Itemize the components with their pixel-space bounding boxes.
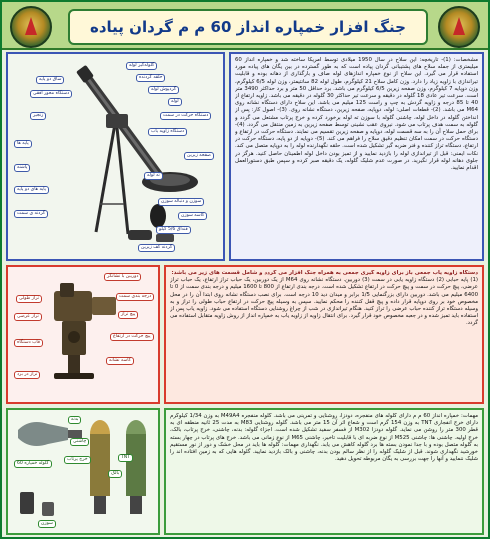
label-muzzle: گلوله‌گیر لوله — [126, 62, 157, 70]
label-breech: ته لوله — [144, 172, 163, 180]
header — [2, 2, 488, 50]
label-fin: بالک — [108, 470, 122, 478]
label-pin-cup: کاسه سوزن — [178, 212, 207, 220]
label-propellant: خرج پرتاب — [64, 456, 91, 464]
label-scope: دوربین با نشانگر — [104, 273, 141, 281]
label-ring: حلقه گردنده — [136, 74, 165, 82]
label-tnt: TNT — [118, 454, 133, 462]
label-collar: گردپوش لوله — [148, 86, 179, 94]
sight-intro: دستگاه زاویه یاب جمعی باز برای زاویه گیری جمعی به همراه جنگ افزار می گردد و شامل قسمت های زیر می باشد: — [171, 270, 478, 276]
label-weight: قنداق 5/6 کیلو — [156, 226, 191, 234]
label-heel: پاشنه — [14, 164, 30, 172]
ammo-text-panel — [164, 408, 484, 535]
label-cross-level: تراز عرضی — [14, 313, 42, 321]
poster — [2, 2, 488, 537]
sight-body: (1) پایه حبابی (2) دستگاه زاویه یابی در سمت (3) دوربین. دستگاه نشانه روی M64 از یک دوربین، یک حباب تراز ارتفاع، یک حباب تراز عرضی، پیچ حرکت در سمت و پیچ حرکت در ارتفاع تشکیل شده است. درجه بندی ارتفاع از 800 تا 1600 میلیم و درجه بندی سمت از 0 تا 6400 میلیم می باشد. دوربین دارای بزرگنمایی 1/5 برابر و میدان دید 10 درجه است. برای نصب دستگاه نشانه روی ابتدا آن را در محل مخصوص خود بر روی دوپایه قرار داده و پیچ قفل کننده را محکم نمایید. سپس به وسیله پیچ حرکت در ارتفاع حباب طولی را تراز و به وسیله دستگاه تراز کننده حباب عرضی را تراز کنید. هنگام تیراندازی در شب از چراغ روشنایی دستگاه استفاده می شود. زاویه یاب پس از استفاده باید تمیز شده و در جعبه مخصوص خود قرار گیرد. برای انتقال زاویه از زاویه یاب به خمپاره انداز از روش زاویه متقابل استفاده می گردد. — [170, 277, 478, 327]
emblem-icon — [438, 6, 480, 48]
specifications-text: مشخصات: (1)- تاریخچه: این سلاح در سال 1950 میلادی توسط آمریکا ساخته شد و خمپاره انداز 60 میلیمتری از جمله سلاح های پشتیبانی گردان پیاده است که به طور گسترده در بین یگان های پیاده مورد استفاده قرار می گیرد. این سلاح از نوع خمپاره اندازهای لوله صاف و بارگذاری از دهانه بوده و قابلیت تیراندازی با زاویه زیاد را دارد. وزن کامل سلاح 21 کیلوگرم، طول لوله 82 سانتیمتر، وزن لوله 6/5 کیلوگرم، وزن دوپایه 7 کیلوگرم، وزن صفحه زیرین 6/5 کیلوگرم می باشد. برد حداقل 50 متر و برد حداکثر 3490 متر است. سرعت تیر عادی 18 گلوله در دقیقه و سرعت تیر حداکثر 30 گلوله در دقیقه می باشد. زاویه ارتفاع از 40 تا 85 درجه و زاویه گردش به چپ و راست 125 میلیم می باشد. این سلاح دارای دستگاه نشانه روی M64 می باشد. (2)- قطعات اصلی: لوله، دوپایه، صفحه زیرین، دستگاه نشانه روی. (3)- اصول کار: پس از انداختن گلوله در داخل لوله، چاشنی گلوله با سوزن ته لوله برخورد کرده و خرج پرتاب مشتعل می گردد و گلوله به سمت هدف پرتاب می شود. نیروی عقب نشینی توسط صفحه زیرین به زمین منتقل می گردد. (4)- برای حمل سلاح آن را به سه قسمت لوله، دوپایه و صفحه زیرین تقسیم می نمایند. دستگاه حرکت در ارتفاع و دستگاه حرکت در سمت امکان تنظیم دقیق سلاح را فراهم می کند. (5)- دوپایه از دو پایه، دستگاه حرکت در ارتفاع، دستگاه تراز کننده و فنر ضربه گیر تشکیل شده است. حلقه نگهدارنده لوله را به دوپایه متصل می کند. نکات ایمنی: قبل از تیراندازی لوله را بازدید نمایید و از تمیز بودن داخل لوله اطمینان حاصل کنید. هرگز در جلوی دهانه لوله قرار نگیرید. در صورت عدم شلیک گلوله، یک دقیقه صبر کرده و سپس طبق دستورالعمل اقدام نمایید. — [235, 57, 478, 172]
label-base-neck: گردنه کف زیرین — [138, 244, 175, 252]
label-level-screw: پیچ تراز — [118, 311, 138, 319]
label-pin: سوزن — [38, 520, 56, 528]
label-frame: قاب دستگاه — [14, 339, 43, 347]
title-box — [68, 9, 428, 45]
label-deflection-scale: درجه بندی سمت — [116, 293, 154, 301]
label-legs: پایه ها — [14, 140, 32, 148]
ammo-text: مهمات: خمپاره انداز 60 م م دارای گلوله های منفجره، دودزا، روشنایی و تمرینی می باشد. گلوله منفجره M49A4 به وزن 1/34 کیلوگرم دارای خرج انفجاری TNT به وزن 154 گرم است و شعاع اثر آن 15 متر می باشد. گلوله روشنایی M83 به مدت 25 ثانیه منطقه ای به قطر 300 متر را روشن می نماید. گلوله دودزا M302 از فسفر سفید تشکیل شده است. اجزاء گلوله: بدنه، چاشنی، خرج پرتاب، بالک، خرج اولیه. چاشنی ها: چاشنی M525 از نوع ضربه ای با قابلیت تاخیر، چاشنی M65 از نوع زمانی می باشد. خرج های پرتاب در چهار بسته به گلوله متصل بوده و با جدا نمودن بسته ها برد گلوله کاهش می یابد. نگهداری مهمات: گلوله ها باید در محل خشک و دور از نور مستقیم خورشید نگهداری شوند. قبل از شلیک گلوله را از نظر سالم بودن بدنه، چاشنی و بالک بازدید نمایید. گلوله هایی که به زمین افتاده اند را شلیک ننمایید و آنها را جهت بررسی به یگان مربوطه تحویل دهید. — [170, 413, 478, 463]
sight-diagram-panel — [6, 265, 160, 404]
label-bipod-leg: ساق دو پایه — [36, 76, 64, 84]
specifications-panel — [229, 52, 484, 261]
label-fuze: چاشنی — [70, 438, 89, 446]
label-sight-cup: کاسه نشانه — [106, 357, 134, 365]
ammo-diagram-panel — [6, 408, 160, 535]
label-axis: دستگاه محور افقی — [30, 90, 72, 98]
emblem-icon — [10, 6, 52, 48]
label-chain: زنجیر — [30, 112, 46, 120]
mortar-diagram-panel — [6, 52, 225, 261]
sight-text — [170, 270, 478, 399]
label-elevation-knob: پیچ حرکت در ارتفاع — [110, 333, 154, 341]
label-body: بدنه — [68, 416, 81, 424]
label-sight: دستگاه زاویه یاب — [148, 128, 187, 136]
label-tube: لوله — [168, 98, 182, 106]
label-firing-pin: سوزن و دنباله سوزن — [158, 198, 204, 206]
label-round: گلوله خمپاره 60 — [14, 460, 52, 468]
label-baseplate: صفحه زیرین — [184, 152, 214, 160]
page-title: جنگ افزار خمپاره انداز 60 م م گردان پیاده — [90, 18, 406, 36]
label-long-level: تراز طولی — [16, 295, 42, 303]
label-range-level: تراز در برد — [14, 371, 40, 379]
ammo-illustration — [8, 410, 158, 533]
label-traverse: دستگاه حرکت در سمت — [160, 112, 211, 120]
sight-text-panel — [164, 265, 484, 404]
label-sight-mount: گردنه ی سمت — [14, 210, 48, 218]
label-bipod-feet: پایه های دو پایه — [14, 186, 49, 194]
